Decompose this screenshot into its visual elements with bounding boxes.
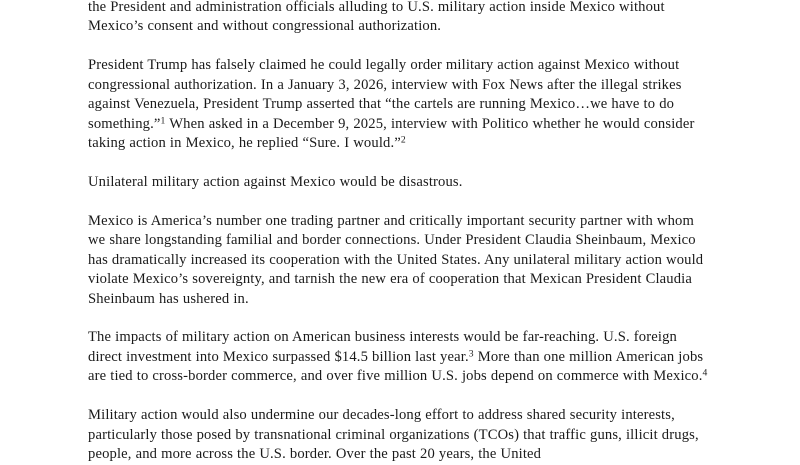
para-continuation: the President and administration officials alluding to U.S. military action inside Mexico without Mexico’s consent and without congressional authorization.: [88, 0, 665, 35]
footnote-marker-1[interactable]: 1: [160, 115, 166, 127]
footnote-marker-3[interactable]: 3: [468, 348, 474, 360]
para-shared-security: Military action would also undermine our decades-long effort to address shared security interests, particularly those posed by transnational criminal organizations (TCOs) that traffic guns, illicit drugs, people, and more across the U.S. border. Over the past 20 years, the United: [88, 407, 699, 463]
para-business-interests: The impacts of military action on American business interests would be far-reaching. U.S. foreign direct investment into Mexico surpassed $14.5 billion last year.$^3$ More than one million American jobs are tied to cross-border commerce, and over five million U.S. jobs depend on commerce with Mexico.$^4$: [88, 329, 708, 385]
document-text-body: [88, 0, 713, 465]
footnote-marker-4[interactable]: 4: [702, 367, 708, 379]
para-trading-partner: Mexico is America’s number one trading partner and critically important security partner with whom we share longstanding familial and border connections. Under President Claudia Sheinbaum, Mexico has dramatically increased its cooperation with the United States. Any unilateral military action would violate Mexico’s sovereignty, and tarnish the new era of cooperation that Mexican President Claudia Sheinbaum has ushered in.: [88, 212, 704, 307]
footnote-marker-2[interactable]: 2: [400, 134, 406, 146]
para-trump-claims: President Trump has falsely claimed he could legally order military action against Mexico without congressional authorization. In a January 3, 2026, interview with Fox News after the illegal strikes against Venezuela, President Trump asserted that “the cartels are running Mexico…we have to do something.”$^1$ When asked in a December 9, 2025, interview with Politico whether he would consider taking action in Mexico, he replied “Sure. I would.”$^2$: [88, 57, 695, 152]
para-disastrous: Unilateral military action against Mexico would be disastrous.: [88, 173, 463, 190]
